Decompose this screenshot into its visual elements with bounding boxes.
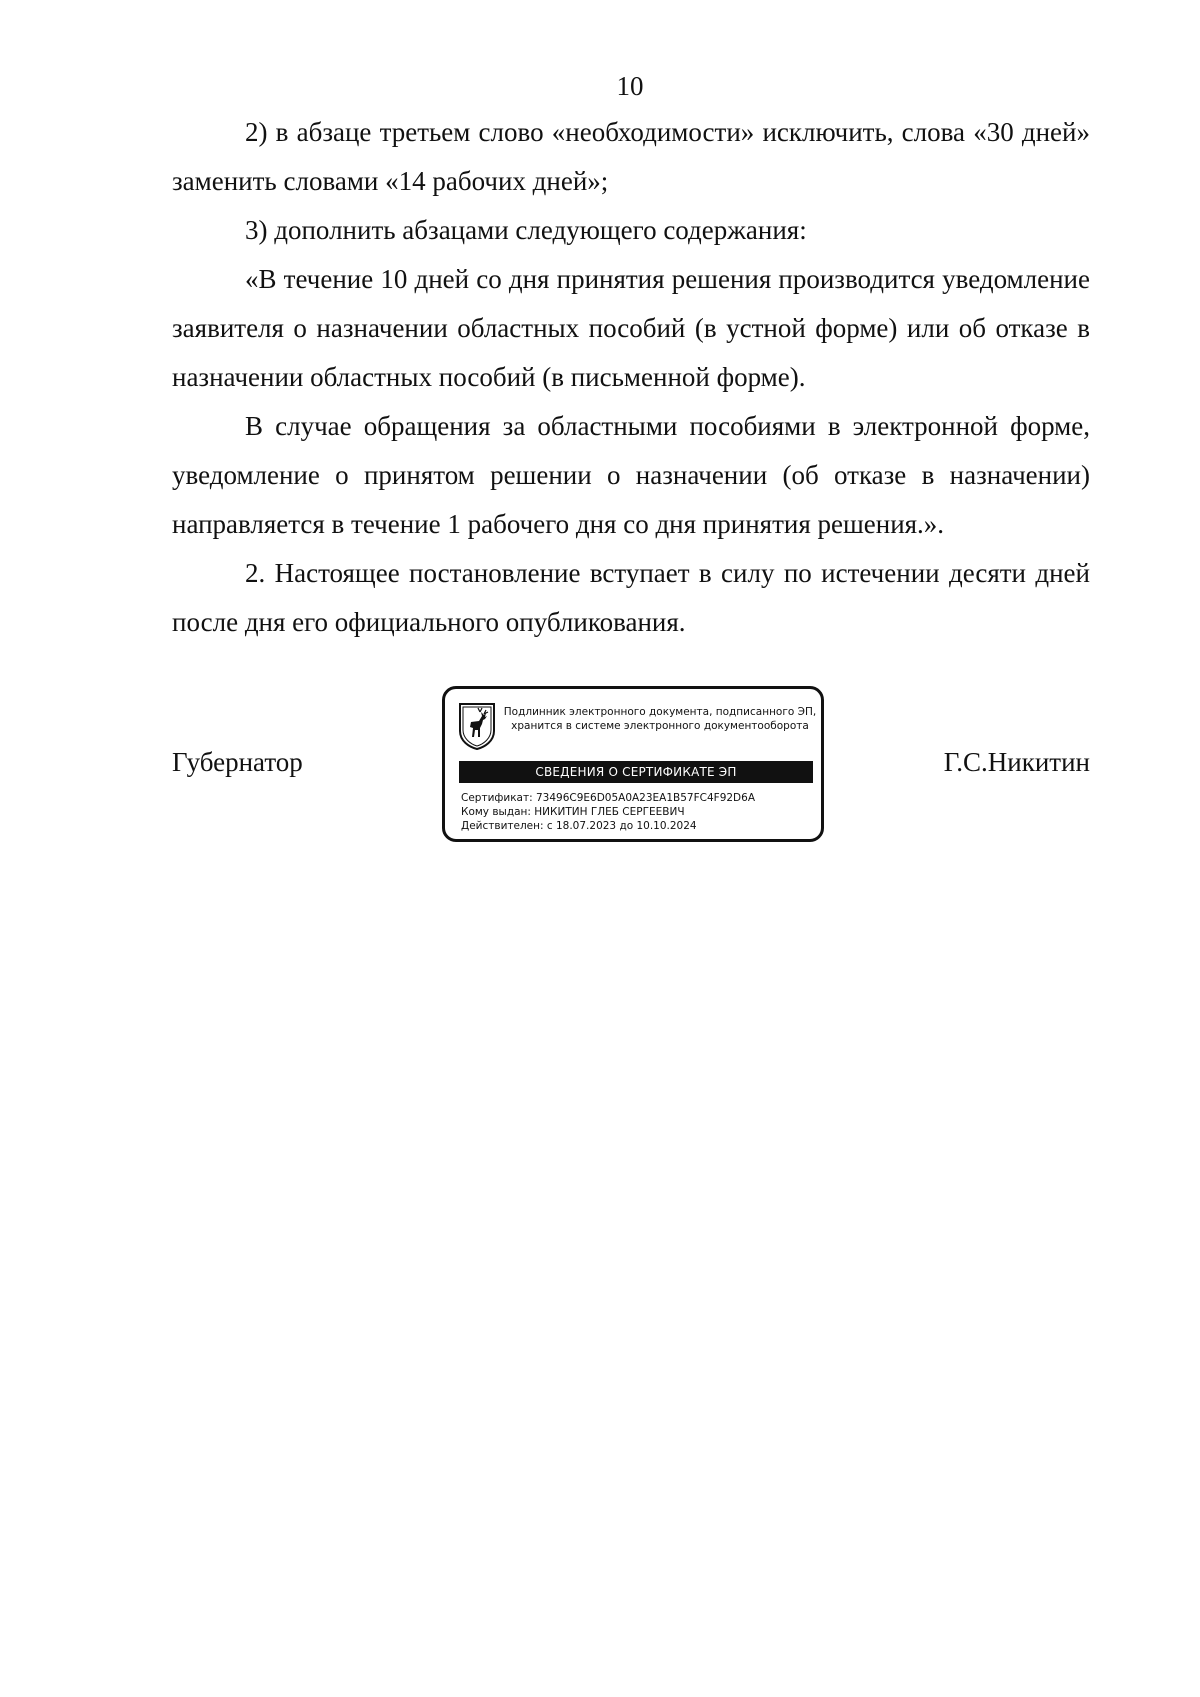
coat-of-arms-icon bbox=[457, 701, 497, 751]
paragraph-item-2-amendment: 2) в абзаце третьем слово «необходимости» исключить, слова «30 дней» заменить словами «14 рабочих дней»; bbox=[172, 117, 1090, 196]
stamp-certificate-header: СВЕДЕНИЯ О СЕРТИФИКАТЕ ЭП bbox=[459, 761, 813, 783]
signatory-name: Г.С.Никитин bbox=[943, 747, 1090, 777]
stamp-original-line: хранится в системе электронного документооборота bbox=[511, 720, 809, 732]
paragraph-quoted-notification: «В течение 10 дней со дня принятия решения производится уведомление заявителя о назначении областных пособий (в устной форме) или об отказе в назначении областных пособий (в письменной форме). bbox=[172, 264, 1090, 392]
document-body bbox=[172, 108, 1090, 647]
page-number: 10 bbox=[616, 71, 644, 101]
stamp-original-line: Подлинник электронного документа, подписанного ЭП, bbox=[503, 706, 817, 718]
paragraph-quoted-electronic: В случае обращения за областными пособиями в электронной форме, уведомление о принятом решении о назначении (об отказе в назначении) направляется в течение 1 рабочего дня со дня принятия решения.». bbox=[172, 411, 1090, 539]
certificate-owner: Кому выдан: НИКИТИН ГЛЕБ СЕРГЕЕВИЧ bbox=[461, 806, 685, 818]
certificate-validity: Действителен: с 18.07.2023 до 10.10.2024 bbox=[461, 820, 697, 832]
signatory-title: Губернатор bbox=[172, 747, 303, 777]
stamp-certificate-details bbox=[461, 791, 811, 833]
paragraph-item-3-amendment: 3) дополнить абзацами следующего содержания: bbox=[245, 215, 807, 245]
electronic-signature-stamp bbox=[442, 686, 824, 842]
stamp-original-notice bbox=[501, 705, 819, 733]
paragraph-entry-into-force: 2. Настоящее постановление вступает в силу по истечении десяти дней после дня его официального опубликования. bbox=[172, 558, 1090, 637]
signature-block bbox=[172, 686, 1090, 856]
certificate-number: Сертификат: 73496C9E6D05A0A23EA1B57FC4F92D6A bbox=[461, 792, 756, 804]
